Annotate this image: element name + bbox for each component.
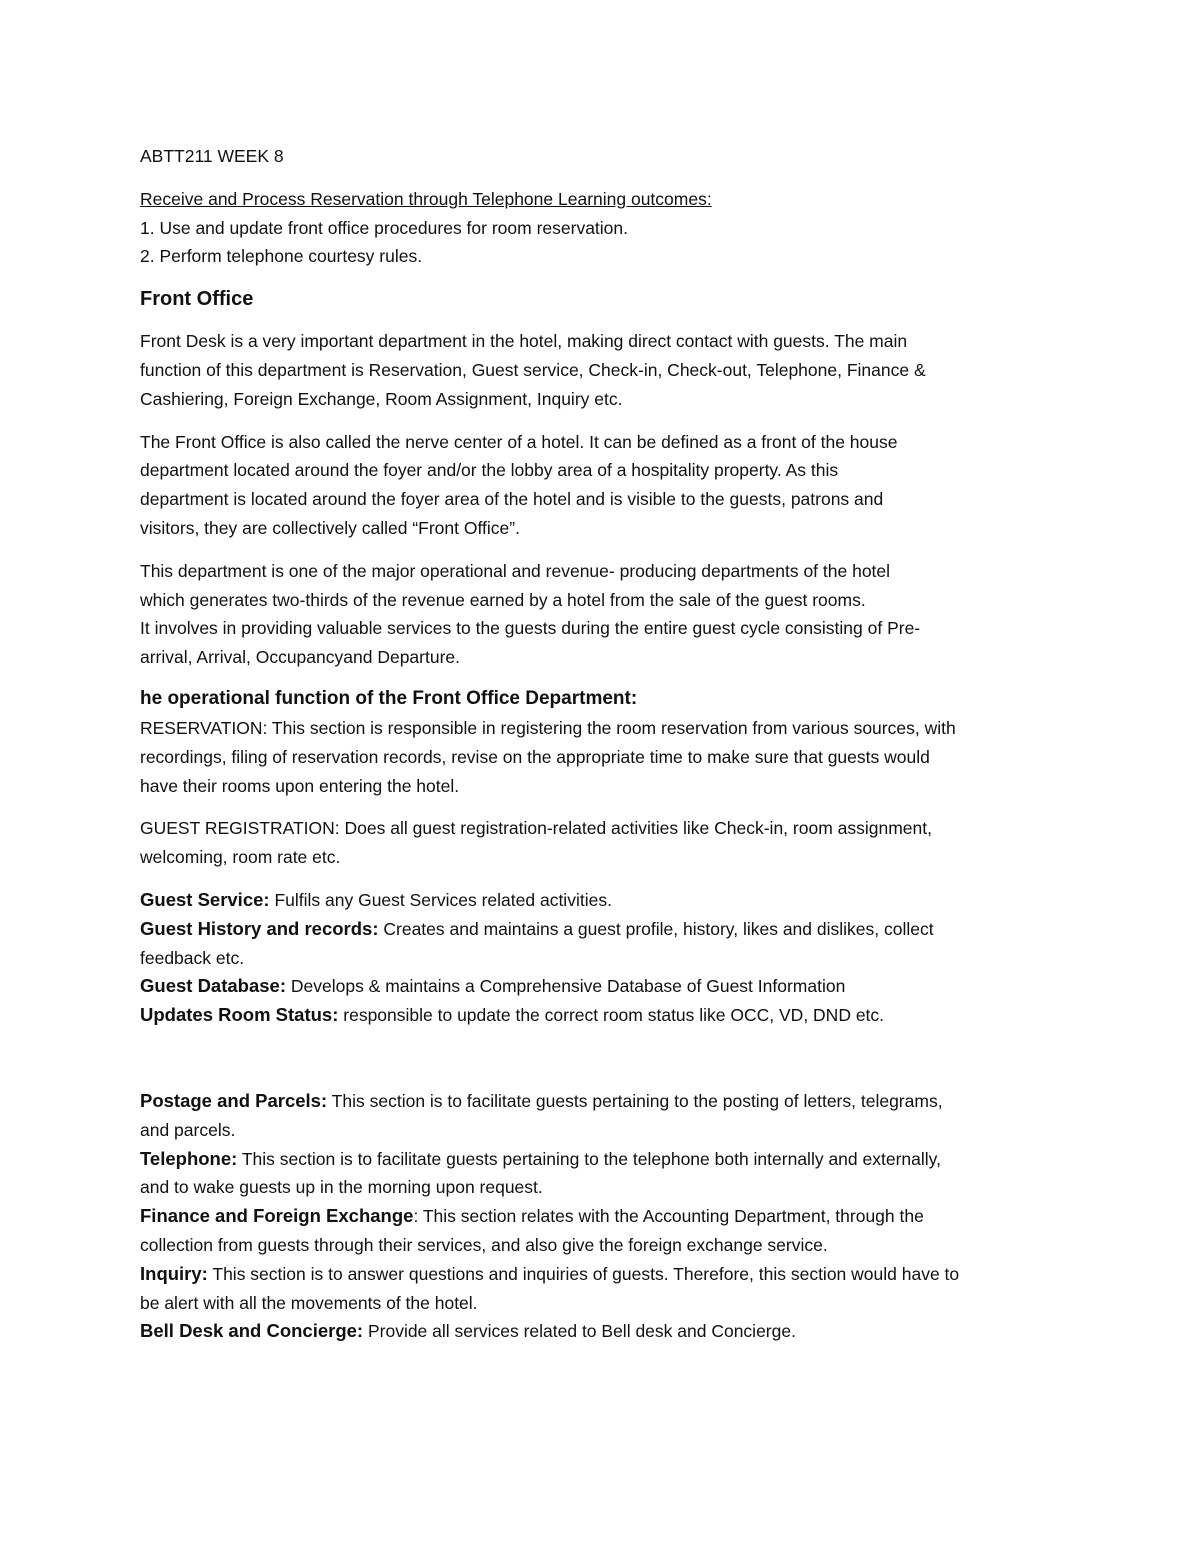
paragraph-line: which generates two-thirds of the revenue earned by a hotel from the sale of the guest rooms.: [140, 589, 866, 610]
room-status-item: [140, 1001, 1065, 1030]
telephone-item: [140, 1145, 1065, 1174]
front-office-paragraph-2: [140, 428, 1065, 543]
paragraph-line: It involves in providing valuable services to the guests during the entire guest cycle consisting of Pre-: [140, 618, 921, 639]
sections-list: [140, 1087, 1065, 1346]
front-office-heading: Front Office: [140, 288, 254, 311]
item-label: Bell Desk and Concierge:: [140, 1320, 364, 1342]
item-label: Guest Database:: [140, 975, 286, 997]
paragraph-line: This department is one of the major operational and revenue- producing departments of the hotel: [140, 560, 891, 581]
inquiry-item-continued: be alert with all the movements of the hotel.: [140, 1292, 478, 1313]
item-text: This section is to facilitate guests pertaining to the telephone both internally and externally,: [237, 1148, 941, 1169]
services-list: [140, 886, 1065, 1030]
item-label: Inquiry:: [140, 1262, 208, 1284]
document-page: [140, 142, 1065, 1346]
item-label: Guest History and records:: [140, 917, 379, 939]
paragraph-line: recordings, filing of reservation records, revise on the appropriate time to make sure that guests would: [140, 746, 930, 767]
item-text: Develops & maintains a Comprehensive Database of Guest Information: [286, 976, 846, 997]
outcome-2: 2. Perform telephone courtesy rules.: [140, 246, 423, 267]
outcome-1: 1. Use and update front office procedures for room reservation.: [140, 217, 629, 238]
postage-item-continued: and parcels.: [140, 1119, 236, 1140]
item-text: Creates and maintains a guest profile, history, likes and dislikes, collect: [378, 918, 934, 939]
paragraph-line: department located around the foyer and/or the lobby area of a hospitality property. As this: [140, 460, 839, 481]
telephone-item-continued: and to wake guests up in the morning upon request.: [140, 1177, 543, 1198]
guest-history-item: [140, 915, 1065, 944]
item-label: Telephone:: [140, 1147, 238, 1169]
item-label: Guest Service:: [140, 888, 270, 910]
item-text: This section is to facilitate guests pertaining to the posting of letters, telegrams,: [327, 1090, 943, 1111]
registration-paragraph: [140, 814, 1065, 872]
reservation-paragraph: [140, 714, 1065, 800]
item-label: Finance and Foreign Exchange: [140, 1205, 414, 1227]
guest-service-item: [140, 886, 1065, 915]
outcomes-heading: Receive and Process Reservation through Telephone Learning outcomes:: [140, 188, 712, 209]
item-text: This section is to answer questions and inquiries of guests. Therefore, this section would have to: [207, 1263, 960, 1284]
postage-item: [140, 1087, 1065, 1116]
paragraph-line: GUEST REGISTRATION: Does all guest registration-related activities like Check-in, room assignment,: [140, 818, 932, 839]
paragraph-line: RESERVATION: This section is responsible in registering the room reservation from various sources, with: [140, 717, 956, 738]
paragraph-line: have their rooms upon entering the hotel.: [140, 775, 460, 796]
finance-item: [140, 1202, 1065, 1231]
inquiry-item: [140, 1260, 1065, 1289]
item-text: : This section relates with the Accounting Department, through the: [413, 1206, 924, 1227]
item-text: responsible to update the correct room status like OCC, VD, DND etc.: [338, 1005, 885, 1026]
finance-item-continued: collection from guests through their services, and also give the foreign exchange service.: [140, 1234, 828, 1255]
guest-database-item: [140, 972, 1065, 1001]
item-label: Postage and Parcels:: [140, 1089, 328, 1111]
front-office-paragraph-3: [140, 557, 1065, 672]
paragraph-line: department is located around the foyer area of the hotel and is visible to the guests, patrons and: [140, 489, 884, 510]
functions-heading: he operational function of the Front Office Department:: [140, 687, 638, 709]
paragraph-line: visitors, they are collectively called “Front Office”.: [140, 517, 520, 538]
paragraph-line: Front Desk is a very important department in the hotel, making direct contact with guests. The main: [140, 331, 908, 352]
item-text: Provide all services related to Bell desk and Concierge.: [363, 1321, 796, 1342]
item-text: Fulfils any Guest Services related activities.: [269, 889, 612, 910]
paragraph-line: arrival, Arrival, Occupancyand Departure.: [140, 647, 460, 668]
item-label: Updates Room Status:: [140, 1004, 339, 1026]
guest-history-item-continued: feedback etc.: [140, 947, 245, 968]
bell-desk-item: [140, 1317, 1065, 1346]
course-title: ABTT211 WEEK 8: [140, 146, 284, 166]
front-office-paragraph-1: [140, 327, 1065, 413]
paragraph-line: The Front Office is also called the nerve center of a hotel. It can be defined as a front of the house: [140, 431, 898, 452]
paragraph-line: function of this department is Reservation, Guest service, Check-in, Check-out, Telephone, Finance &: [140, 359, 926, 380]
paragraph-line: welcoming, room rate etc.: [140, 847, 341, 868]
paragraph-line: Cashiering, Foreign Exchange, Room Assignment, Inquiry etc.: [140, 388, 623, 409]
